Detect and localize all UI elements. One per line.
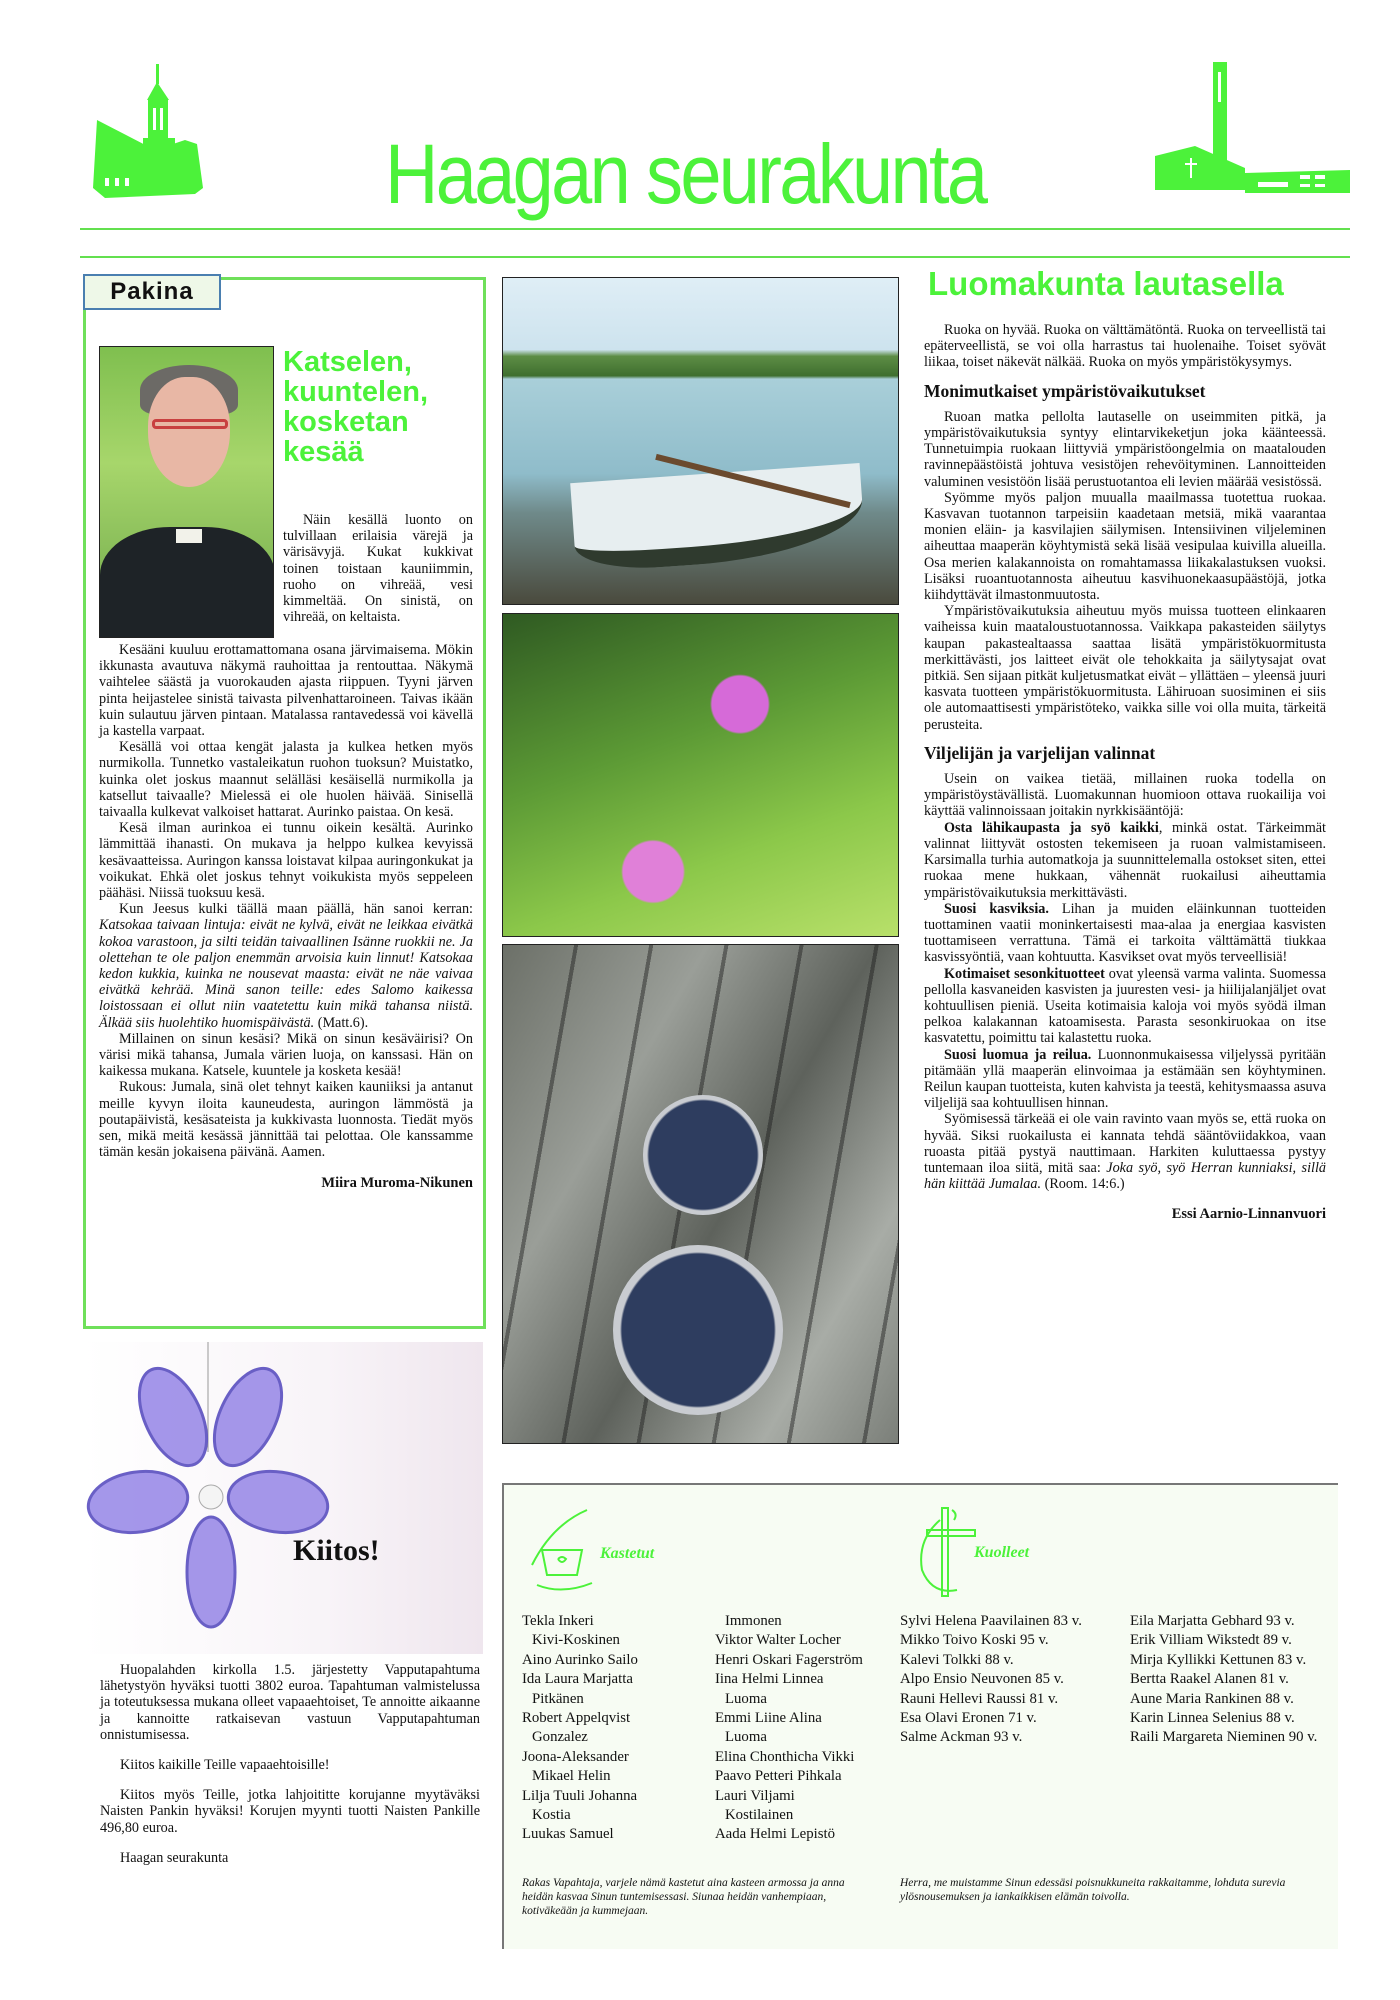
- list-item: Erik Villiam Wikstedt 89 v.: [1130, 1632, 1292, 1649]
- list-item: Joona-Aleksander Mikael Helin: [522, 1748, 629, 1785]
- rule-paragraph: Suosi luomua ja reilua. Luonnonmukaisessa viljelyssä pyritään pitämään yllä maaperän elinvoimaa ja estämään sen köyhtyminen. Reilun kaupan tuotteista, kuten kahvista ja teestä, kehitysmaassa asuva viljelijä saa kohtuullisen hinnan.: [924, 1046, 1326, 1112]
- kastetut-list-col1: [522, 1612, 702, 1845]
- list-item: Eila Marjatta Gebhard 93 v.: [1130, 1613, 1295, 1629]
- list-item: Henri Oskari Fagerström: [715, 1651, 863, 1668]
- pakina-body: [99, 642, 473, 1191]
- bible-quote: Katsokaa taivaan lintuja: eivät ne kylvä, eivät ne leikkaa eivätkä kokoa varastoon, ja silti teidän taivaallinen Isänne ruokkii ne. Ja olettehan te ole paljon enemmän arvoisia kuin linnut! Katsokaa kedon kukkia, kuinka ne nousevat maasta: eivät ne näe vaivaa eivätkä kehrää. Minä sanon teille: edes Salomo kaikessa loistossaan ei ollut niin vaatetettu kuin mikä tahansa niistä. Älkää siis huolehtiko huomispäivästä.: [99, 917, 473, 1031]
- pakina-paragraph: Kesä ilman aurinkoa ei tunnu oikein kesältä. Aurinko lämmittää ihanasti. On mukava ja helppo kulkea kevyissä kesävaatteissa. Auringon kanssa loistavat kilpaa auringonkukat ja voikukat. Ehkä olet joskus tehnyt voikukista myös seppeleen päähäsi. Niissä tuoksuu kesä.: [99, 820, 473, 902]
- list-item: Aada Helmi Lepistö: [715, 1826, 835, 1843]
- list-item: Viktor Walter Locher: [715, 1632, 841, 1649]
- kiitos-headline: Kiitos!: [293, 1534, 380, 1567]
- kiitos-paragraph: Kiitos myös Teille, jotka lahjoititte korujanne myytäväksi Naisten Pankin hyväksi! Korujen myynti tuotti Naisten Pankille 496,80 euroa.: [100, 1787, 480, 1836]
- kastetut-prayer: Rakas Vapahtaja, varjele nämä kastetut aina kasteen armossa ja anna heidän kasvaa Sinun tuntemisessasi. Siunaa heidän vanhempiaan, kotiväkeään ja kummejaan.: [522, 1877, 845, 1917]
- subheading: Monimutkaiset ympäristövaikutukset: [924, 380, 1206, 401]
- list-item: Aune Maria Rankinen 88 v.: [1130, 1690, 1294, 1707]
- list-item: Lilja Tuuli Johanna Kostia: [522, 1787, 638, 1824]
- pakina-paragraph: Kesällä voi ottaa kengät jalasta ja kulkea hetken myös nurmikolla. Tunnetko vastaleikatun ruohon tuoksun? Muistatko, kuinka olet joskus maannut selälläsi kesäisellä nurmikolla ja katsellut taivaalle? Mielessä ei ole huolen häivää. Sinisellä taivaalla kulkevat valkoiset hattarat. Aurinko paistaa. On kesä.: [99, 739, 473, 821]
- rule-paragraph: Osta lähikaupasta ja syö kaikki, minkä ostat. Tärkeimmät valinnat liittyvät ostosten tekemiseen ja ruoan valmistamiseen. Karsimalla turhia automatkoja ja suunnittelemalla ostokset siten, ettei ruokaa mene hukkaan, vähennät ruokailusi aiheuttamia ympäristövaikutuksia merkittävästi.: [924, 819, 1326, 901]
- pakina-headline: Katselen, kuuntelen, kosketan kesää: [283, 346, 429, 468]
- list-item: Paavo Petteri Pihkala: [715, 1768, 842, 1785]
- list-item: Aino Aurinko Sailo: [522, 1651, 638, 1668]
- masthead-title: Haagan seurakunta: [385, 127, 986, 221]
- list-item: Lauri Viljami Kostilainen: [715, 1787, 795, 1824]
- rule-paragraph: Kotimaiset sesonkituotteet ovat yleensä varma valinta. Suomessa pellolla kasvaneiden kasvisten ja juuresten vesi- ja hiilijalanjäljet ovat kohtuullisen pieniä. Useita kotimaisia kaloja voi myös syödä ilman pelkoa kalakannan katoamisesta. Parasta sesonkiruokaa on itse kasvatettu, poimittu tai kalastettu ruoka.: [924, 965, 1327, 1047]
- article-paragraph: Ruoan matka pellolta lautaselle on useimmiten pitkä, ja ympäristövaikutuksia syntyy elintarvikeketjun joka käänteessä. Tunnetuimpia ruokaan liittyviä ympäristöongelmia on maatalouden ravinnepäästöistä johtuva vesistöjen rehevöityminen. Lannoitteiden valuminen vesistöön lisää perustuotantoa eli levien määrää vesistössä.: [924, 408, 1326, 490]
- article-paragraph: Syömme myös paljon muualla maailmassa tuotettua ruokaa. Kasvavan tuotannon tarpeisiin kaadetaan metsiä, mikä vaarantaa monien eläin- ja kasvilajien säilymisen. Intensiivinen viljeleminen aiheuttaa maaperän köyhtymistä sekä lisää vesipulaa kuivilla alueilla. Osa merien kalakannoista on romahtamassa liikakalastuksen vuoksi. Lisäksi ruoantuotannosta aiheutuu kasvihuonekaasupäästöjä, jotka kiihdyttävät ilmastonmuutosta.: [924, 489, 1326, 604]
- pakina-prayer: Rukous: Jumala, sinä olet tehnyt kaiken kauniiksi ja antanut meille kyvyn iloita kauneudesta, auringon lämmöstä ja poutapäivistä, kesäsateista ja kukkivasta luonnosta. Tiedät myös sen, mikä meitä kesässä jännittää tai pelottaa. Ole kanssamme tämän kesän jokaisena päivänä. Aamen.: [99, 1079, 473, 1161]
- kuolleet-list-col1: [900, 1612, 1120, 1748]
- list-item: Raili Margareta Nieminen 90 v.: [1130, 1729, 1318, 1746]
- kiitos-paragraph: Huopalahden kirkolla 1.5. järjestetty Vapputapahtuma lähetystyön hyväksi tuotti 3802 euroa. Tapahtuman valmistelussa ja toteutuksessa mukana olleet vapaaehtoiset, Te annoitte aikaanne ja kannoitte ratkaisevan vastuun Vapputapahtuman onnistumisessa.: [100, 1662, 480, 1743]
- kiitos-signature: Haagan seurakunta: [120, 1849, 229, 1866]
- list-item: Immonen: [725, 1613, 782, 1629]
- kuolleet-header: [912, 1500, 1072, 1600]
- article-closing: Syömisessä tärkeää ei ole vain ravinto vaan myös se, että ruoka on hyvää. Siksi ruokailusta ei kannata tehdä sääntöviidakkoa, vaan ruoasta pitää pystyä nauttimaan. Harkiten kuluttaessa pystyy tuntemaan iloa siitä, mitä saa: Joka syö, syö Herran kunniaksi, sillä hän kiittää Jumalaa. (Room. 14:6.): [924, 1111, 1326, 1193]
- masthead-rule-top: [80, 228, 1350, 230]
- list-item: Salme Ackman 93 v.: [900, 1729, 1023, 1746]
- list-item: Elina Chonthicha Vikki: [715, 1748, 855, 1765]
- subheading: Viljelijän ja varjelijan valinnat: [924, 742, 1156, 763]
- crystal-flower-icon: [83, 1342, 343, 1654]
- pakina-section-label: Pakina: [83, 274, 221, 310]
- list-item: Mirja Kyllikki Kettunen 83 v.: [1130, 1651, 1307, 1668]
- kiitos-paragraph: Kiitos kaikille Teille vapaaehtoisille!: [120, 1757, 330, 1774]
- list-item: Robert Appelqvist Gonzalez: [522, 1710, 631, 1746]
- kuolleet-prayer: Herra, me muistamme Sinun edessäsi poisnukkuneita rakkaitamme, lohduta surevia ylösnousemuksen ja iankaikkisen elämän toivolla.: [900, 1877, 1286, 1903]
- purple-crystal-flower-photo: [83, 1342, 483, 1654]
- pakina-paragraph: Millainen on sinun kesäsi? Mikä on sinun kesäväirisi? On värisi mikä tahansa, Jumala värien luoja, on kanssasi. Hän on kaikessa mukana. Katsele, kuuntele ja kosketa kesää!: [99, 1030, 473, 1080]
- kastetut-list-col2: [715, 1612, 905, 1845]
- kuolleet-title: Kuolleet: [974, 1544, 1030, 1561]
- masthead-rule-bottom: [80, 256, 1350, 258]
- right-church-logo: [1150, 58, 1350, 198]
- kiitos-body: [100, 1662, 480, 1880]
- list-item: Rauni Hellevi Raussi 81 v.: [900, 1690, 1059, 1707]
- church-with-steeple-icon: [85, 60, 235, 200]
- article-paragraph: Usein on vaikea tietää, millainen ruoka todella on ympäristöystävällistä. Luomakunnan huomioon ottava ruokailija voi käyttää valinnoissaan joitakin nyrkkisääntöjä:: [924, 771, 1326, 820]
- list-item: Karin Linnea Selenius 88 v.: [1130, 1710, 1295, 1727]
- left-church-logo: [85, 60, 235, 200]
- list-item: Ida Laura Marjatta Pitkänen: [522, 1671, 633, 1707]
- list-item: Bertta Raakel Alanen 81 v.: [1130, 1671, 1289, 1688]
- article-paragraph: Ympäristövaikutuksia aiheutuu myös muissa tuotteen elinkaaren vaiheissa kuin maataloustuotannossa. Vaikkapa pakasteiden säilytys kaupan pakastealtaassa saattaa lisätä ympäristökuormitusta merkittävästi, jos laitteet eivät ole tehokkaita ja säilytysajat ovat pitkiä. Sen sijaan pitkät kuljetusmatkat eivät – yllättäen – yleensä juuri kasvata tuotteen ympäristökuormitusta. Lähiruoan suosiminen ei siis ole automaattisesti ympäristöteko, vaikka sille voi olla muita, tärkeitä perusteita.: [924, 603, 1326, 733]
- article-intro: Ruoka on hyvää. Ruoka on välttämätöntä. Ruoka on terveellistä tai epäterveellistä, se voi olla harrastus tai huolenaihe. Toiset syövät liikaa, toiset näkevät nälkää. Ruoka on myös ympäristökysymys.: [924, 322, 1326, 371]
- list-item: Kalevi Tolkki 88 v.: [900, 1651, 1014, 1668]
- pink-peony-flowers-photo: [502, 613, 899, 937]
- rule-paragraph: Suosi kasviksia. Lihan ja muiden eläinkunnan tuotteiden tuottaminen vaatii moninkertaisesti maa-alaa ja energiaa kasvisten tuottamiseen verrattuna. Tämä ei tarkoita välttämättä tiukkaa kasvissyöntiä, vaan kohtuutta. Kasvikset ovat myös terveellisiä!: [924, 900, 1326, 966]
- kuolleet-list-col2: [1130, 1612, 1345, 1748]
- modern-church-tower-icon: [1150, 58, 1350, 198]
- luomakunta-headline: Luomakunta lautasella: [928, 265, 1284, 302]
- list-item: Alpo Ensio Neuvonen 85 v.: [900, 1671, 1064, 1688]
- list-item: Mikko Toivo Koski 95 v.: [900, 1632, 1049, 1649]
- author-portrait-photo: [99, 346, 274, 638]
- blueberry-bowls-on-dock-photo: [502, 944, 899, 1444]
- kastetut-title: Kastetut: [600, 1545, 655, 1562]
- lake-with-rowboat-photo: [502, 277, 899, 605]
- pakina-author: Miira Muroma-Nikunen: [321, 1174, 473, 1191]
- list-item: Tekla Inkeri Kivi-Koskinen: [522, 1613, 620, 1649]
- luomakunta-author: Essi Aarnio-Linnanvuori: [1171, 1206, 1326, 1223]
- list-item: Iina Helmi Linnea Luoma: [715, 1671, 824, 1707]
- list-item: Emmi Liine Alina Luoma: [715, 1710, 822, 1746]
- luomakunta-article: [924, 322, 1326, 1223]
- list-item: Esa Olavi Eronen 71 v.: [900, 1710, 1037, 1727]
- list-item: Sylvi Helena Paavilainen 83 v.: [900, 1613, 1082, 1629]
- list-item: Luukas Samuel: [522, 1826, 614, 1843]
- pakina-paragraph: Kesääni kuuluu erottamattomana osana järvimaisema. Mökin ikkunasta avautuva näkymä rauhoittaa ja rentouttaa. Näkymä vaihtelee säästä ja vuorokauden ajasta riippuen. Tyyni järven pinta heijastelee sinistä taivasta pilvenhattaroineen. Taivas ikään kuin sulautuu järven pintaan. Matalassa rantavedessä voi kävellä ja kastella varpaat.: [99, 642, 473, 740]
- kastetut-header: [522, 1505, 682, 1601]
- pakina-paragraph: Kun Jeesus kulki täällä maan päällä, hän sanoi kerran: Katsokaa taivaan lintuja: eivät ne kylvä, eivät ne leikkaa eivätkä kokoa varastoon, ja silti teidän taivaallinen Isänne ruokkii ne. Ja olettehan te ole paljon enemmän arvoisia kuin linnut! Katsokaa kedon kukkia, kuinka ne nousevat maasta: eivät ne näe vaivaa eivätkä kehrää. Minä sanon teille: edes Salomo kaikessa loistossaan ei ollut niin vaatetettu kuin mikä tahansa niistä. Älkää siis huolehtiko huomispäivästä. (Matt.6).: [99, 901, 473, 1031]
- pakina-intro: Näin kesällä luonto on tulvillaan erilaisia värejä ja värisävyjä. Kukat kukkivat toinen toistaan kauniimmin, ruoho on vihreää, vesi kimmeltää. On sinistä, on vihreää, on keltaista.: [283, 512, 473, 626]
